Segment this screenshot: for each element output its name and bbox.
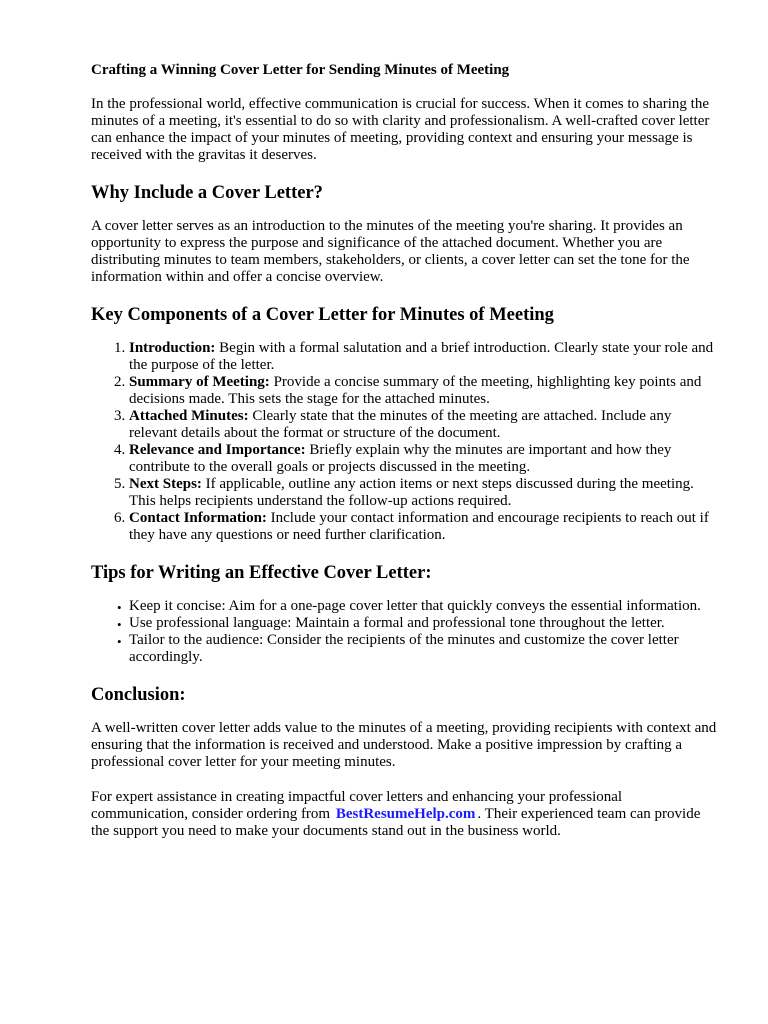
bullet-icon: • [117, 634, 122, 649]
tips-list [91, 598, 720, 666]
bullet-icon: • [117, 600, 122, 615]
list-item-text: Keep it concise: Aim for a one-page cover letter that quickly conveys the essential information. [129, 598, 701, 614]
conclusion-heading: Conclusion: [91, 685, 186, 705]
list-item-text: If applicable, outline any action items or next steps discussed during the meeting. This helps recipients understand the follow-up actions required. [129, 476, 694, 509]
list-item [117, 615, 720, 632]
list-item [129, 408, 720, 442]
tips-heading: Tips for Writing an Effective Cover Letter: [91, 563, 432, 583]
list-item [129, 510, 720, 544]
list-item [129, 340, 720, 374]
why-heading: Why Include a Cover Letter? [91, 183, 323, 203]
list-item [117, 632, 720, 666]
components-heading: Key Components of a Cover Letter for Minutes of Meeting [91, 305, 554, 325]
list-item-term: Attached Minutes: [129, 408, 249, 424]
list-item-text: Tailor to the audience: Consider the recipients of the minutes and customize the cover letter accordingly. [129, 632, 679, 665]
list-item [129, 476, 720, 510]
list-item [129, 374, 720, 408]
components-list [91, 340, 720, 544]
list-item-term: Summary of Meeting: [129, 374, 270, 390]
list-item-text: Begin with a formal salutation and a brief introduction. Clearly state your role and the purpose of the letter. [129, 340, 714, 373]
cta-paragraph [91, 789, 720, 840]
why-paragraph: A cover letter serves as an introduction to the minutes of the meeting you're sharing. It provides an opportunity to express the purpose and significance of the attached document. Whether you are distributing minutes to team members, stakeholders, or clients, a cover letter can set the tone for the information within and offer a concise overview. [91, 218, 690, 285]
bullet-icon: • [117, 617, 122, 632]
list-item-text: Include your contact information and encourage recipients to reach out if they have any questions or need further clarification. [129, 510, 709, 543]
list-item-term: Contact Information: [129, 510, 267, 526]
cta-text-before: For expert assistance in creating impactful cover letters and enhancing your professional communication, consider ordering from [91, 789, 623, 822]
list-item-text: Clearly state that the minutes of the meeting are attached. Include any relevant details about the format or structure of the document. [129, 408, 672, 441]
conclusion-paragraph: A well-written cover letter adds value to the minutes of a meeting, providing recipients with context and ensuring that the information is received and understood. Make a positive impression by crafting a professional cover letter for your meeting minutes. [91, 720, 717, 770]
list-item-term: Introduction: [129, 340, 216, 356]
list-item [117, 598, 720, 615]
best-resume-help-link[interactable]: BestResumeHelp.com [335, 806, 476, 822]
list-item-text: Provide a concise summary of the meeting, highlighting key points and decisions made. This sets the stage for the attached minutes. [129, 374, 702, 407]
document-title: Crafting a Winning Cover Letter for Sending Minutes of Meeting [91, 62, 510, 78]
cta-text-after: . Their experienced team can provide the support you need to make your documents stand out in the business world. [91, 806, 701, 839]
list-item-text: Briefly explain why the minutes are important and how they contribute to the overall goals or projects discussed in the meeting. [129, 442, 672, 475]
list-item-text: Use professional language: Maintain a formal and professional tone throughout the letter. [129, 615, 665, 631]
list-item-term: Relevance and Importance: [129, 442, 306, 458]
intro-paragraph: In the professional world, effective communication is crucial for success. When it comes to sharing the minutes of a meeting, it's essential to do so with clarity and professionalism. A well-crafted cover letter can enhance the impact of your minutes of meeting, providing context and ensuring your message is received with the gravitas it deserves. [91, 96, 710, 163]
list-item-term: Next Steps: [129, 476, 202, 492]
list-item [129, 442, 720, 476]
